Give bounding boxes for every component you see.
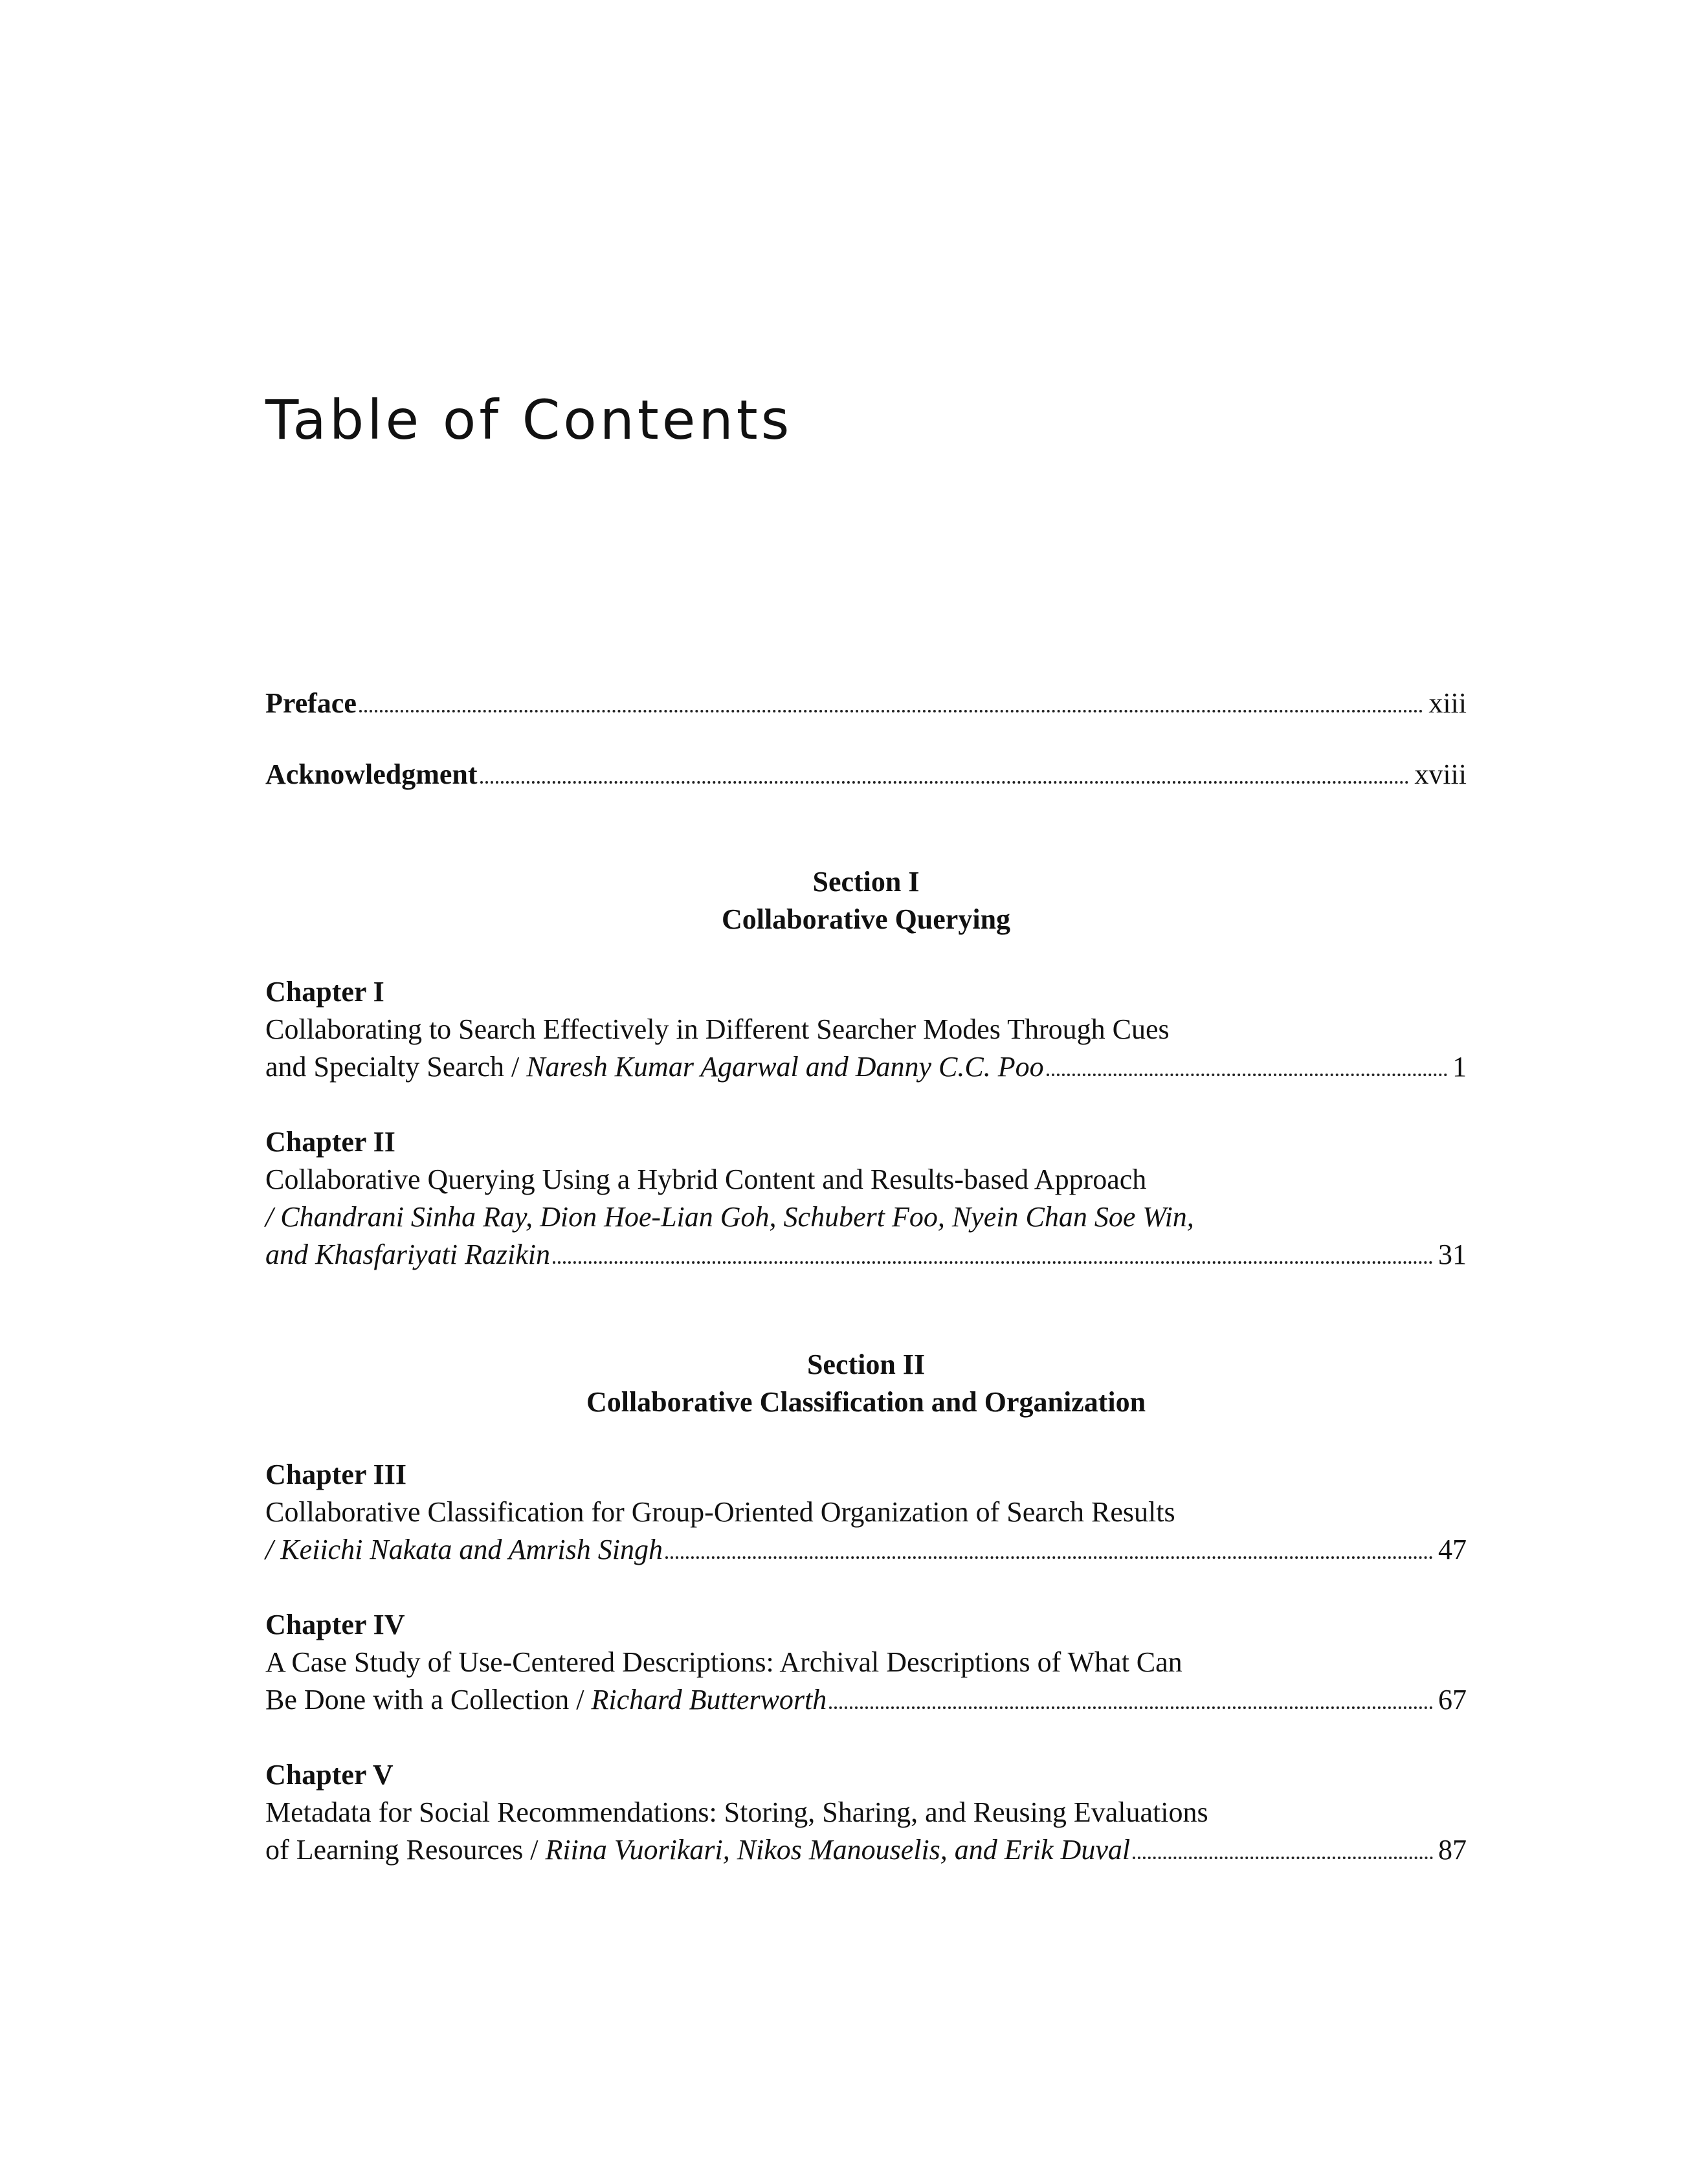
- chapter-entry-4[interactable]: [265, 1606, 1467, 1719]
- chapter-entry-2[interactable]: [265, 1123, 1467, 1274]
- section-heading-2: [265, 1346, 1467, 1421]
- section-heading-1: [265, 863, 1467, 938]
- page-title: Table of Contents: [265, 388, 793, 452]
- page-number: xviii: [1414, 758, 1467, 790]
- chapter-byline: [265, 1236, 1467, 1274]
- chapter-label: Chapter I: [265, 976, 384, 1008]
- dot-leader: [1047, 1074, 1447, 1076]
- page-number: 31: [1438, 1239, 1467, 1270]
- chapter-title-line: and Specialty Search /: [265, 1051, 527, 1083]
- chapter-entry-3[interactable]: [265, 1456, 1467, 1569]
- section-label: Section I: [812, 866, 920, 898]
- chapter-byline: [265, 1831, 1467, 1869]
- dot-leader: [359, 710, 1423, 712]
- chapter-title-line: Collaborative Querying Using a Hybrid Content and Results-based Approach: [265, 1164, 1147, 1195]
- entry-label: Acknowledgment: [265, 758, 478, 790]
- toc-entry-acknowledgment[interactable]: [265, 756, 1467, 793]
- chapter-title-line: Collaborative Classification for Group-Oriented Organization of Search Results: [265, 1496, 1175, 1528]
- section-title: Collaborative Classification and Organization: [586, 1386, 1146, 1418]
- chapter-title-line: Collaborating to Search Effectively in Different Searcher Modes Through Cues: [265, 1013, 1170, 1045]
- page-number: 67: [1438, 1684, 1467, 1715]
- chapter-entry-1[interactable]: [265, 973, 1467, 1086]
- chapter-title-line: Be Done with a Collection /: [265, 1684, 592, 1715]
- chapter-authors: Naresh Kumar Agarwal and Danny C.C. Poo: [526, 1051, 1044, 1083]
- entry-label: Preface: [265, 687, 357, 719]
- dot-leader: [665, 1556, 1433, 1559]
- chapter-label: Chapter III: [265, 1459, 407, 1490]
- chapter-authors: / Keiichi Nakata and Amrish Singh: [265, 1534, 663, 1565]
- chapter-label: Chapter IV: [265, 1609, 405, 1640]
- chapter-title-line: A Case Study of Use-Centered Descriptions: Archival Descriptions of What Can: [265, 1646, 1183, 1678]
- page-number: xiii: [1428, 687, 1467, 719]
- chapter-byline: [265, 1048, 1467, 1086]
- chapter-title-line: of Learning Resources /: [265, 1834, 546, 1866]
- chapter-label: Chapter II: [265, 1126, 395, 1158]
- dot-leader: [1133, 1857, 1433, 1859]
- chapter-label: Chapter V: [265, 1759, 394, 1791]
- section-title: Collaborative Querying: [721, 903, 1011, 935]
- chapter-entry-5[interactable]: [265, 1756, 1467, 1869]
- chapter-title-line: Metadata for Social Recommendations: Storing, Sharing, and Reusing Evaluations: [265, 1796, 1208, 1828]
- page-number: 47: [1438, 1534, 1467, 1565]
- page-number: 1: [1452, 1051, 1467, 1083]
- chapter-byline: [265, 1681, 1467, 1719]
- dot-leader: [480, 781, 1410, 784]
- page-number: 87: [1438, 1834, 1467, 1866]
- chapter-byline: [265, 1531, 1467, 1569]
- dot-leader: [553, 1261, 1433, 1264]
- toc-entry-preface[interactable]: [265, 685, 1467, 722]
- chapter-authors: Richard Butterworth: [591, 1684, 827, 1715]
- table-of-contents: [265, 685, 1467, 1869]
- chapter-authors: / Chandrani Sinha Ray, Dion Hoe-Lian Goh, Schubert Foo, Nyein Chan Soe Win,: [265, 1201, 1194, 1233]
- chapter-authors: and Khasfariyati Razikin: [265, 1239, 550, 1270]
- section-label: Section II: [806, 1349, 926, 1380]
- dot-leader: [829, 1706, 1433, 1709]
- chapter-authors: Riina Vuorikari, Nikos Manouselis, and Erik Duval: [545, 1834, 1131, 1866]
